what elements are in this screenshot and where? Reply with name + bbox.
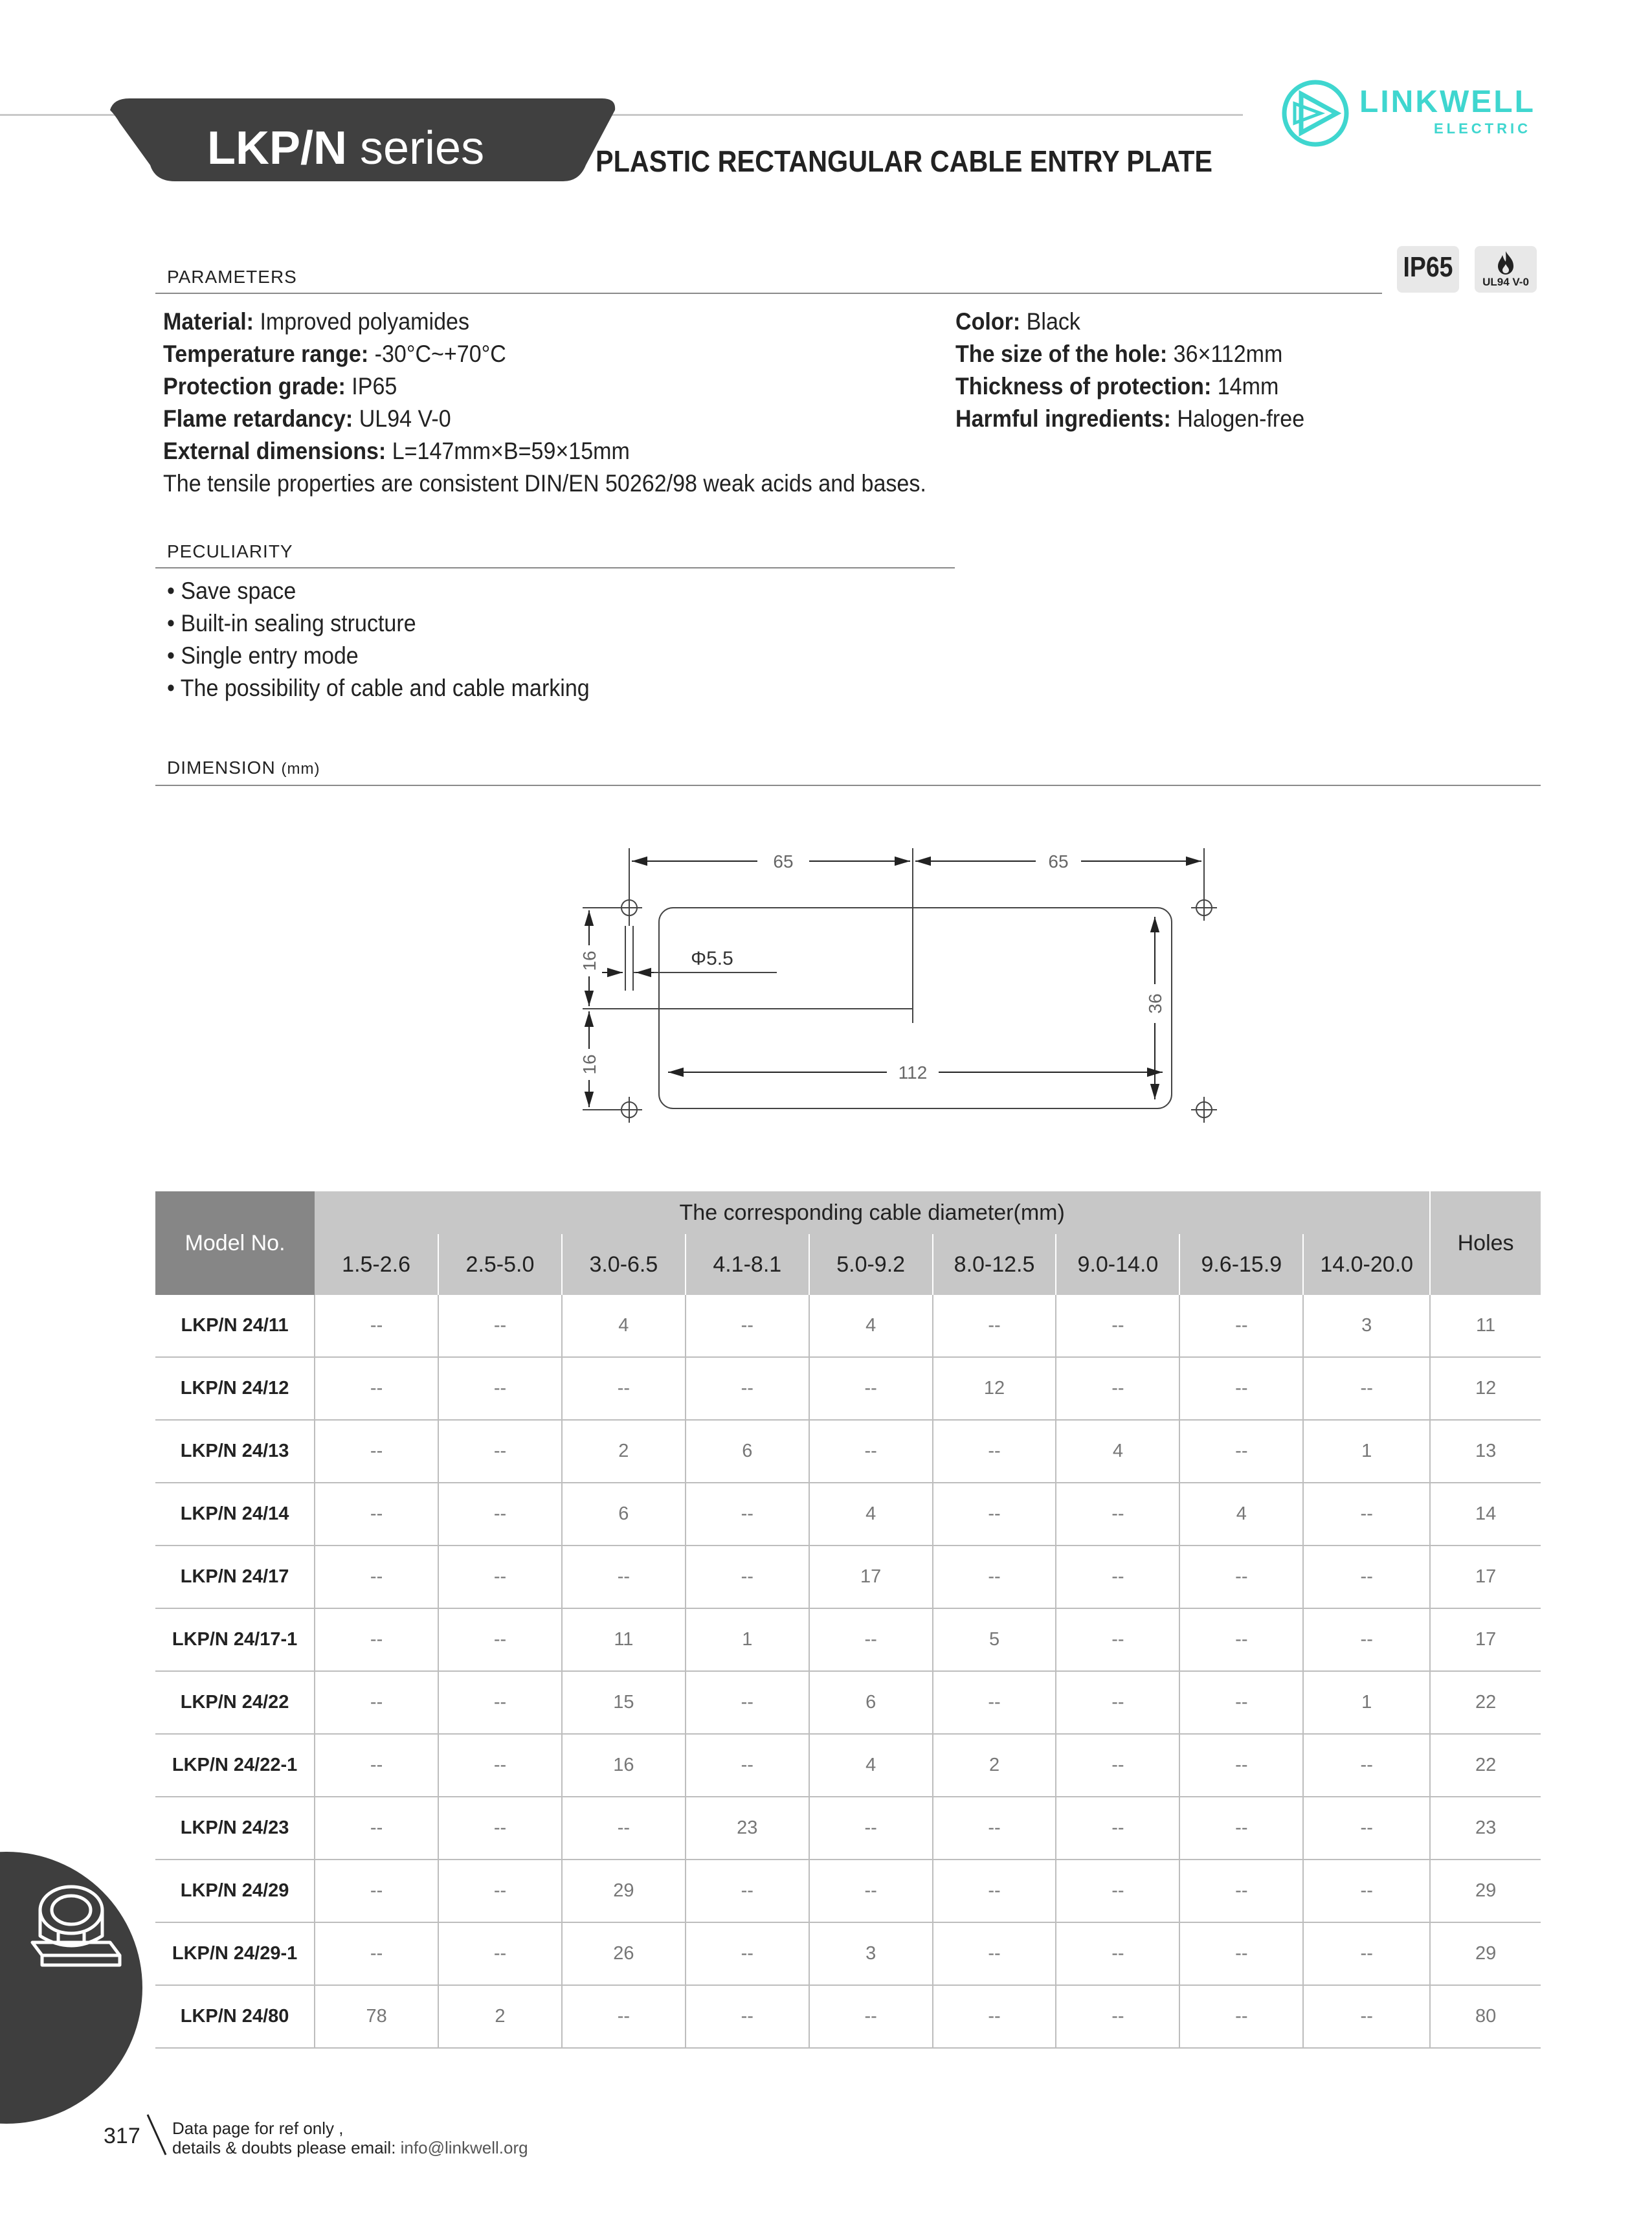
quantity-cell: --: [315, 1797, 438, 1860]
quantity-cell: 2: [562, 1420, 686, 1483]
quantity-cell: --: [686, 1671, 809, 1734]
quantity-cell: --: [1056, 1797, 1179, 1860]
logo-wordmark: LINKWELL: [1359, 85, 1535, 119]
series-word: series: [360, 122, 485, 174]
quantity-cell: --: [315, 1357, 438, 1420]
quantity-cell: 2: [933, 1734, 1056, 1797]
model-cell: LKP/N 24/14: [155, 1483, 315, 1546]
quantity-cell: --: [438, 1797, 562, 1860]
quantity-cell: --: [1303, 1985, 1430, 2048]
quantity-cell: --: [809, 1985, 933, 2048]
quantity-cell: 16: [562, 1734, 686, 1797]
model-cell: LKP/N 24/11: [155, 1295, 315, 1357]
range-header: 4.1-8.1: [686, 1234, 809, 1295]
quantity-cell: 12: [933, 1357, 1056, 1420]
param-label: Harmful ingredients:: [955, 405, 1171, 432]
flame-icon: [1495, 250, 1516, 276]
param-ingredients: [955, 405, 1304, 433]
quantity-cell: 2: [438, 1985, 562, 2048]
quantity-cell: --: [809, 1860, 933, 1922]
param-value: UL94 V-0: [353, 405, 451, 432]
quantity-cell: --: [1056, 1357, 1179, 1420]
holes-cell: 13: [1430, 1420, 1541, 1483]
quantity-cell: 4: [809, 1295, 933, 1357]
footer-contact-text: details & doubts please email:: [172, 2138, 401, 2157]
quantity-cell: --: [438, 1608, 562, 1671]
quantity-cell: --: [1179, 1357, 1303, 1420]
quantity-cell: --: [315, 1420, 438, 1483]
quantity-cell: --: [562, 1985, 686, 2048]
quantity-cell: --: [686, 1295, 809, 1357]
param-value: IP65: [345, 373, 397, 399]
quantity-cell: --: [933, 1671, 1056, 1734]
quantity-cell: 6: [562, 1483, 686, 1546]
holes-cell: 22: [1430, 1734, 1541, 1797]
quantity-cell: --: [1303, 1483, 1430, 1546]
quantity-cell: 29: [562, 1860, 686, 1922]
table-row: [155, 1671, 1541, 1734]
holes-cell: 12: [1430, 1357, 1541, 1420]
quantity-cell: --: [562, 1357, 686, 1420]
quantity-cell: --: [438, 1357, 562, 1420]
quantity-cell: --: [1303, 1797, 1430, 1860]
table-row: [155, 1860, 1541, 1922]
quantity-cell: --: [315, 1483, 438, 1546]
param-flame: [163, 405, 451, 433]
model-cell: LKP/N 24/12: [155, 1357, 315, 1420]
range-header: 9.0-14.0: [1056, 1234, 1179, 1295]
quantity-cell: --: [686, 1734, 809, 1797]
quantity-cell: --: [933, 1797, 1056, 1860]
dim-lower-offset: 16: [579, 1054, 599, 1075]
param-thickness: [955, 373, 1278, 400]
footer-disclaimer: Data page for ref only ,: [172, 2119, 344, 2138]
quantity-cell: --: [315, 1546, 438, 1608]
ul94-badge-text: UL94 V-0: [1482, 276, 1529, 288]
quantity-cell: --: [1056, 1608, 1179, 1671]
holes-column-header: Holes: [1430, 1191, 1541, 1295]
quantity-cell: 5: [933, 1608, 1056, 1671]
param-value: 36×112mm: [1167, 341, 1283, 367]
model-cell: LKP/N 24/23: [155, 1797, 315, 1860]
quantity-cell: --: [315, 1734, 438, 1797]
range-header: 9.6-15.9: [1179, 1234, 1303, 1295]
quantity-cell: --: [1056, 1546, 1179, 1608]
quantity-cell: --: [1303, 1546, 1430, 1608]
cable-diameter-group-header: The corresponding cable diameter(mm): [315, 1191, 1430, 1234]
quantity-cell: --: [686, 1483, 809, 1546]
quantity-cell: --: [1179, 1860, 1303, 1922]
table-row: [155, 1483, 1541, 1546]
quantity-cell: 4: [562, 1295, 686, 1357]
quantity-cell: --: [1179, 1797, 1303, 1860]
holes-cell: 22: [1430, 1671, 1541, 1734]
holes-cell: 29: [1430, 1860, 1541, 1922]
page-number: 317: [104, 2124, 140, 2148]
quantity-cell: --: [438, 1860, 562, 1922]
quantity-cell: --: [438, 1420, 562, 1483]
dim-left-half: 65: [773, 851, 794, 871]
quantity-cell: --: [1056, 1734, 1179, 1797]
dimension-title: DIMENSION: [167, 758, 276, 778]
quantity-cell: --: [438, 1295, 562, 1357]
quantity-cell: --: [438, 1671, 562, 1734]
dimension-rule: [155, 785, 1541, 786]
dimension-drawing: [563, 835, 1230, 1133]
quantity-cell: --: [1303, 1357, 1430, 1420]
holes-cell: 23: [1430, 1797, 1541, 1860]
spec-table: [155, 1191, 1541, 2049]
quantity-cell: 6: [686, 1420, 809, 1483]
param-label: Protection grade:: [163, 373, 346, 399]
param-hole-size: [955, 341, 1282, 368]
quantity-cell: 17: [809, 1546, 933, 1608]
quantity-cell: --: [1179, 1671, 1303, 1734]
model-cell: LKP/N 24/17-1: [155, 1608, 315, 1671]
quantity-cell: --: [686, 1985, 809, 2048]
holes-cell: 17: [1430, 1608, 1541, 1671]
quantity-cell: --: [1179, 1734, 1303, 1797]
quantity-cell: --: [809, 1420, 933, 1483]
model-column-header: Model No.: [155, 1191, 315, 1295]
quantity-cell: --: [438, 1922, 562, 1985]
quantity-cell: --: [1056, 1985, 1179, 2048]
quantity-cell: --: [809, 1608, 933, 1671]
model-cell: LKP/N 24/80: [155, 1985, 315, 2048]
quantity-cell: --: [1056, 1922, 1179, 1985]
dim-height: 36: [1145, 993, 1165, 1014]
peculiarity-item: • Single entry mode: [167, 642, 359, 669]
quantity-cell: --: [1303, 1860, 1430, 1922]
quantity-cell: 3: [1303, 1295, 1430, 1357]
document-subtitle: PLASTIC RECTANGULAR CABLE ENTRY PLATE: [596, 144, 1212, 178]
quantity-cell: --: [686, 1546, 809, 1608]
table-row: [155, 1985, 1541, 2048]
quantity-cell: --: [1303, 1608, 1430, 1671]
dim-hole-diameter: Φ5.5: [691, 948, 733, 969]
model-cell: LKP/N 24/17: [155, 1546, 315, 1608]
quantity-cell: --: [933, 1483, 1056, 1546]
param-note: The tensile properties are consistent DIN/EN 50262/98 weak acids and bases.: [163, 470, 926, 497]
holes-cell: 11: [1430, 1295, 1541, 1357]
quantity-cell: --: [438, 1483, 562, 1546]
quantity-cell: --: [562, 1797, 686, 1860]
table-row: [155, 1546, 1541, 1608]
range-header: 5.0-9.2: [809, 1234, 933, 1295]
quantity-cell: 15: [562, 1671, 686, 1734]
quantity-cell: --: [933, 1860, 1056, 1922]
param-value: 14mm: [1211, 373, 1279, 399]
param-label: Thickness of protection:: [955, 373, 1212, 399]
range-header: 1.5-2.6: [315, 1234, 438, 1295]
param-label: Material:: [163, 308, 254, 335]
quantity-cell: --: [1179, 1922, 1303, 1985]
quantity-cell: 78: [315, 1985, 438, 2048]
series-name: LKP/N: [207, 122, 347, 174]
table-row: [155, 1797, 1541, 1860]
quantity-cell: --: [933, 1420, 1056, 1483]
quantity-cell: --: [315, 1671, 438, 1734]
quantity-cell: --: [1056, 1860, 1179, 1922]
quantity-cell: 4: [1179, 1483, 1303, 1546]
param-label: Flame retardancy:: [163, 405, 353, 432]
table-row: [155, 1734, 1541, 1797]
footer-divider-icon: [144, 2112, 170, 2157]
param-value: Improved polyamides: [253, 308, 469, 335]
range-header: 8.0-12.5: [933, 1234, 1056, 1295]
quantity-cell: 4: [1056, 1420, 1179, 1483]
peculiarity-item: • The possibility of cable and cable marking: [167, 675, 590, 701]
quantity-cell: 11: [562, 1608, 686, 1671]
holes-cell: 17: [1430, 1546, 1541, 1608]
quantity-cell: 3: [809, 1922, 933, 1985]
parameters-heading: PARAMETERS: [167, 267, 297, 287]
quantity-cell: --: [809, 1797, 933, 1860]
holes-cell: 80: [1430, 1985, 1541, 2048]
quantity-cell: --: [1179, 1985, 1303, 2048]
footer-contact: [172, 2138, 528, 2158]
quantity-cell: 1: [686, 1608, 809, 1671]
param-value: Halogen-free: [1170, 405, 1305, 432]
quantity-cell: --: [686, 1860, 809, 1922]
quantity-cell: --: [315, 1295, 438, 1357]
peculiarity-heading: PECULIARITY: [167, 541, 293, 561]
model-cell: LKP/N 24/13: [155, 1420, 315, 1483]
quantity-cell: --: [933, 1546, 1056, 1608]
quantity-cell: --: [1179, 1608, 1303, 1671]
param-material: [163, 308, 469, 335]
quantity-cell: --: [315, 1608, 438, 1671]
param-label: Temperature range:: [163, 341, 369, 367]
quantity-cell: --: [1179, 1546, 1303, 1608]
param-value: -30°C~+70°C: [368, 341, 506, 367]
model-cell: LKP/N 24/22-1: [155, 1734, 315, 1797]
quantity-cell: --: [438, 1546, 562, 1608]
quantity-cell: 1: [1303, 1420, 1430, 1483]
param-label: External dimensions:: [163, 438, 386, 464]
range-header: 3.0-6.5: [562, 1234, 686, 1295]
quantity-cell: --: [933, 1985, 1056, 2048]
quantity-cell: --: [1303, 1922, 1430, 1985]
quantity-cell: 4: [809, 1734, 933, 1797]
model-cell: LKP/N 24/22: [155, 1671, 315, 1734]
footer-email-link[interactable]: info@linkwell.org: [400, 2138, 528, 2157]
quantity-cell: 1: [1303, 1671, 1430, 1734]
cable-clamp-icon: [13, 1871, 129, 2001]
model-cell: LKP/N 24/29: [155, 1860, 315, 1922]
quantity-cell: --: [686, 1357, 809, 1420]
quantity-cell: --: [1179, 1420, 1303, 1483]
range-header: 14.0-20.0: [1303, 1234, 1430, 1295]
logo-subtitle: ELECTRIC: [1434, 120, 1531, 137]
holes-cell: 14: [1430, 1483, 1541, 1546]
param-label: The size of the hole:: [955, 341, 1168, 367]
range-header-row: [155, 1234, 1541, 1295]
dimension-unit: (mm): [281, 760, 320, 778]
quantity-cell: --: [1056, 1671, 1179, 1734]
table-row: [155, 1608, 1541, 1671]
quantity-cell: --: [933, 1295, 1056, 1357]
quantity-cell: 26: [562, 1922, 686, 1985]
quantity-cell: --: [438, 1734, 562, 1797]
model-cell: LKP/N 24/29-1: [155, 1922, 315, 1985]
dimension-heading: [167, 758, 320, 778]
peculiarity-item: • Built-in sealing structure: [167, 610, 416, 636]
quantity-cell: --: [686, 1922, 809, 1985]
ip65-badge-text: IP65: [1403, 251, 1453, 283]
peculiarity-rule: [155, 567, 955, 568]
quantity-cell: 4: [809, 1483, 933, 1546]
table-row: [155, 1357, 1541, 1420]
quantity-cell: --: [315, 1922, 438, 1985]
table-row: [155, 1420, 1541, 1483]
quantity-cell: --: [1303, 1734, 1430, 1797]
dim-right-half: 65: [1048, 851, 1069, 871]
series-title: [207, 122, 484, 175]
range-header: 2.5-5.0: [438, 1234, 562, 1295]
quantity-cell: --: [1056, 1295, 1179, 1357]
quantity-cell: --: [562, 1546, 686, 1608]
peculiarity-item: • Save space: [167, 578, 296, 604]
table-row: [155, 1922, 1541, 1985]
param-value: Black: [1020, 308, 1080, 335]
table-body: [155, 1295, 1541, 2048]
param-value: L=147mm×B=59×15mm: [386, 438, 630, 464]
table-row: [155, 1295, 1541, 1357]
param-protection: [163, 373, 397, 400]
param-label: Color:: [955, 308, 1021, 335]
quantity-cell: 6: [809, 1671, 933, 1734]
param-color: [955, 308, 1080, 335]
quantity-cell: --: [315, 1860, 438, 1922]
quantity-cell: --: [809, 1357, 933, 1420]
quantity-cell: --: [933, 1922, 1056, 1985]
dim-upper-offset: 16: [579, 950, 599, 971]
holes-cell: 29: [1430, 1922, 1541, 1985]
parameters-rule: [155, 293, 1382, 294]
param-dimensions: [163, 438, 630, 465]
quantity-cell: --: [1056, 1483, 1179, 1546]
quantity-cell: 23: [686, 1797, 809, 1860]
dim-length: 112: [898, 1062, 928, 1083]
param-temperature: [163, 341, 506, 368]
quantity-cell: --: [1179, 1295, 1303, 1357]
